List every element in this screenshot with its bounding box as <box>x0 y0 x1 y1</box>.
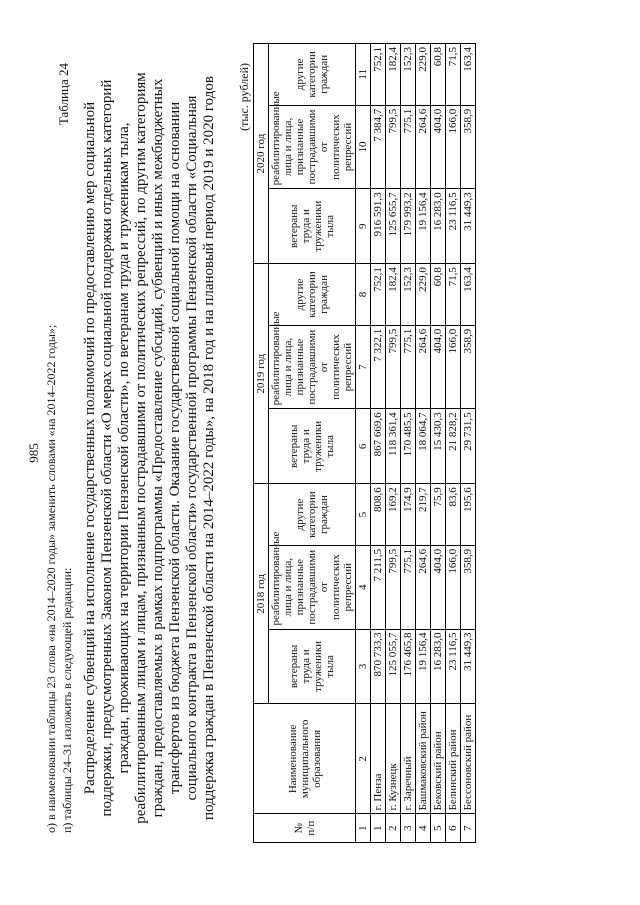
value-cell: 7 322,1 <box>371 325 386 409</box>
value-cell: 775,1 <box>401 105 416 189</box>
value-cell: 29 731,5 <box>461 408 476 483</box>
sub-header-rehabilitated: реабилитированные лица и лица, признанные пострадавшими от политических репрессий <box>269 105 356 189</box>
municipality-name-cell: Белинский район <box>446 703 461 813</box>
value-cell: 219,7 <box>416 483 431 545</box>
value-cell: 166,0 <box>446 545 461 629</box>
column-index-cell: 8 <box>356 263 371 325</box>
value-cell: 152,3 <box>401 263 416 325</box>
municipality-name-cell: Бессоновский район <box>461 703 476 813</box>
table-row <box>431 43 446 842</box>
municipality-name-cell: г. Заречный <box>401 703 416 813</box>
value-cell: 15 430,3 <box>431 408 446 483</box>
sub-header-rehabilitated: реабилитированные лица и лица, признанные пострадавшими от политических репрессий <box>269 325 356 409</box>
intro-line-2: п) таблицы 24–31 изложить в следующей редакции: <box>60 567 74 833</box>
row-number-cell: 2 <box>386 813 401 842</box>
table-title: Распределение субвенций на исполнение государственных полномочий по предоставлению мер социальной поддержки, предусмотренных Законом Пензенской области «О мерах социальной поддержки отдельных категорий граждан, проживающих на территории Пензенской области», по ветеранам труда и труженикам тыла, реабилитированным лицам и лицам, признанным пострадавшими от политических репрессий, по другим категориям граждан, предоставляемых в рамках подпрограммы «Предоставление субсидий, субвенций и иных межбюджетных трансфертов из бюджета Пензенской области. Оказание государственной социальной помощи на основании социального контракта в Пензенской области» государственной программы Пензенской области «Социальная поддержка граждан в Пензенской области на 2014–2022 годы», на 2018 год и на плановый период 2019 и 2020 годов <box>82 71 217 824</box>
column-index-cell: 2 <box>356 703 371 813</box>
value-cell: 125 055,7 <box>386 629 401 704</box>
value-cell: 176 465,8 <box>401 629 416 704</box>
value-cell: 264,6 <box>416 325 431 409</box>
value-cell: 358,9 <box>461 105 476 189</box>
table-row <box>461 43 476 842</box>
units-label: (тыс. рублей) <box>237 62 251 131</box>
value-cell: 870 733,3 <box>371 629 386 704</box>
value-cell: 799,5 <box>386 105 401 189</box>
municipality-name-cell: Башмаковский район <box>416 703 431 813</box>
table-row <box>401 43 416 842</box>
col-header-name: Наименование муниципального образования <box>254 703 356 813</box>
table-row <box>416 43 431 842</box>
value-cell: 916 591,3 <box>371 188 386 263</box>
value-cell: 166,0 <box>446 325 461 409</box>
column-index-cell: 1 <box>356 813 371 842</box>
value-cell: 75,9 <box>431 483 446 545</box>
value-cell: 799,5 <box>386 545 401 629</box>
municipality-name-cell: г. Кузнецк <box>386 703 401 813</box>
table-row <box>371 43 386 842</box>
value-cell: 23 116,5 <box>446 629 461 704</box>
sub-header-other: другие категории граждан <box>269 483 356 545</box>
value-cell: 60,8 <box>431 263 446 325</box>
row-number-cell: 6 <box>446 813 461 842</box>
value-cell: 264,6 <box>416 105 431 189</box>
value-cell: 229,0 <box>416 43 431 105</box>
value-cell: 752,1 <box>371 263 386 325</box>
header-row-years <box>254 43 269 842</box>
column-index-cell: 3 <box>356 629 371 704</box>
value-cell: 404,0 <box>431 105 446 189</box>
value-cell: 18 064,7 <box>416 408 431 483</box>
value-cell: 179 993,2 <box>401 188 416 263</box>
value-cell: 83,6 <box>446 483 461 545</box>
sub-header-rehabilitated: реабилитированные лица и лица, признанные пострадавшими от политических репрессий <box>269 545 356 629</box>
value-cell: 31 449,3 <box>461 188 476 263</box>
year-header-2019: 2019 год <box>254 263 269 483</box>
value-cell: 163,4 <box>461 43 476 105</box>
column-index-cell: 6 <box>356 408 371 483</box>
value-cell: 808,6 <box>371 483 386 545</box>
value-cell: 264,6 <box>416 545 431 629</box>
value-cell: 404,0 <box>431 545 446 629</box>
value-cell: 182,4 <box>386 263 401 325</box>
value-cell: 16 283,0 <box>431 188 446 263</box>
value-cell: 23 116,5 <box>446 188 461 263</box>
value-cell: 358,9 <box>461 545 476 629</box>
value-cell: 195,6 <box>461 483 476 545</box>
value-cell: 19 156,4 <box>416 188 431 263</box>
value-cell: 60,8 <box>431 43 446 105</box>
rotated-page <box>20 33 620 873</box>
value-cell: 182,4 <box>386 43 401 105</box>
value-cell: 166,0 <box>446 105 461 189</box>
value-cell: 163,4 <box>461 263 476 325</box>
value-cell: 358,9 <box>461 325 476 409</box>
value-cell: 7 384,7 <box>371 105 386 189</box>
intro-line-1: о) в наименовании таблицы 23 слова «на 2014–2020 годы» заменить словами «на 2014–2022 годы»; <box>44 324 58 833</box>
column-index-row <box>356 43 371 842</box>
row-number-cell: 7 <box>461 813 476 842</box>
value-cell: 404,0 <box>431 325 446 409</box>
municipality-name-cell: Бековский район <box>431 703 446 813</box>
value-cell: 174,9 <box>401 483 416 545</box>
value-cell: 799,5 <box>386 325 401 409</box>
value-cell: 118 361,4 <box>386 408 401 483</box>
value-cell: 125 655,7 <box>386 188 401 263</box>
value-cell: 775,1 <box>401 325 416 409</box>
col-header-num: № п/п <box>254 813 356 842</box>
value-cell: 31 449,3 <box>461 629 476 704</box>
value-cell: 16 283,0 <box>431 629 446 704</box>
table-row <box>386 43 401 842</box>
value-cell: 752,1 <box>371 43 386 105</box>
value-cell: 170 485,5 <box>401 408 416 483</box>
value-cell: 71,5 <box>446 43 461 105</box>
row-number-cell: 3 <box>401 813 416 842</box>
municipality-name-cell: г. Пенза <box>371 703 386 813</box>
value-cell: 775,1 <box>401 545 416 629</box>
value-cell: 169,2 <box>386 483 401 545</box>
page-number: 985 <box>26 442 41 463</box>
column-index-cell: 10 <box>356 105 371 189</box>
value-cell: 19 156,4 <box>416 629 431 704</box>
sub-header-other: другие категории граждан <box>269 263 356 325</box>
column-index-cell: 9 <box>356 188 371 263</box>
year-header-2018: 2018 год <box>254 483 269 703</box>
column-index-cell: 4 <box>356 545 371 629</box>
sub-header-veterans: ветераны труда и труженики тыла <box>269 188 356 263</box>
table-body <box>371 43 476 842</box>
column-index-cell: 7 <box>356 325 371 409</box>
value-cell: 7 211,5 <box>371 545 386 629</box>
sub-header-other: другие категории граждан <box>269 43 356 105</box>
column-index-cell: 11 <box>356 43 371 105</box>
subvention-table <box>253 43 476 843</box>
value-cell: 71,5 <box>446 263 461 325</box>
table-number: Таблица 24 <box>56 62 71 125</box>
row-number-cell: 4 <box>416 813 431 842</box>
sub-header-veterans: ветераны труда и труженики тыла <box>269 629 356 704</box>
row-number-cell: 1 <box>371 813 386 842</box>
value-cell: 867 669,6 <box>371 408 386 483</box>
value-cell: 152,3 <box>401 43 416 105</box>
value-cell: 21 828,2 <box>446 408 461 483</box>
table-row <box>446 43 461 842</box>
year-header-2020: 2020 год <box>254 43 269 263</box>
row-number-cell: 5 <box>431 813 446 842</box>
sub-header-veterans: ветераны труда и труженики тыла <box>269 408 356 483</box>
column-index-cell: 5 <box>356 483 371 545</box>
value-cell: 229,0 <box>416 263 431 325</box>
